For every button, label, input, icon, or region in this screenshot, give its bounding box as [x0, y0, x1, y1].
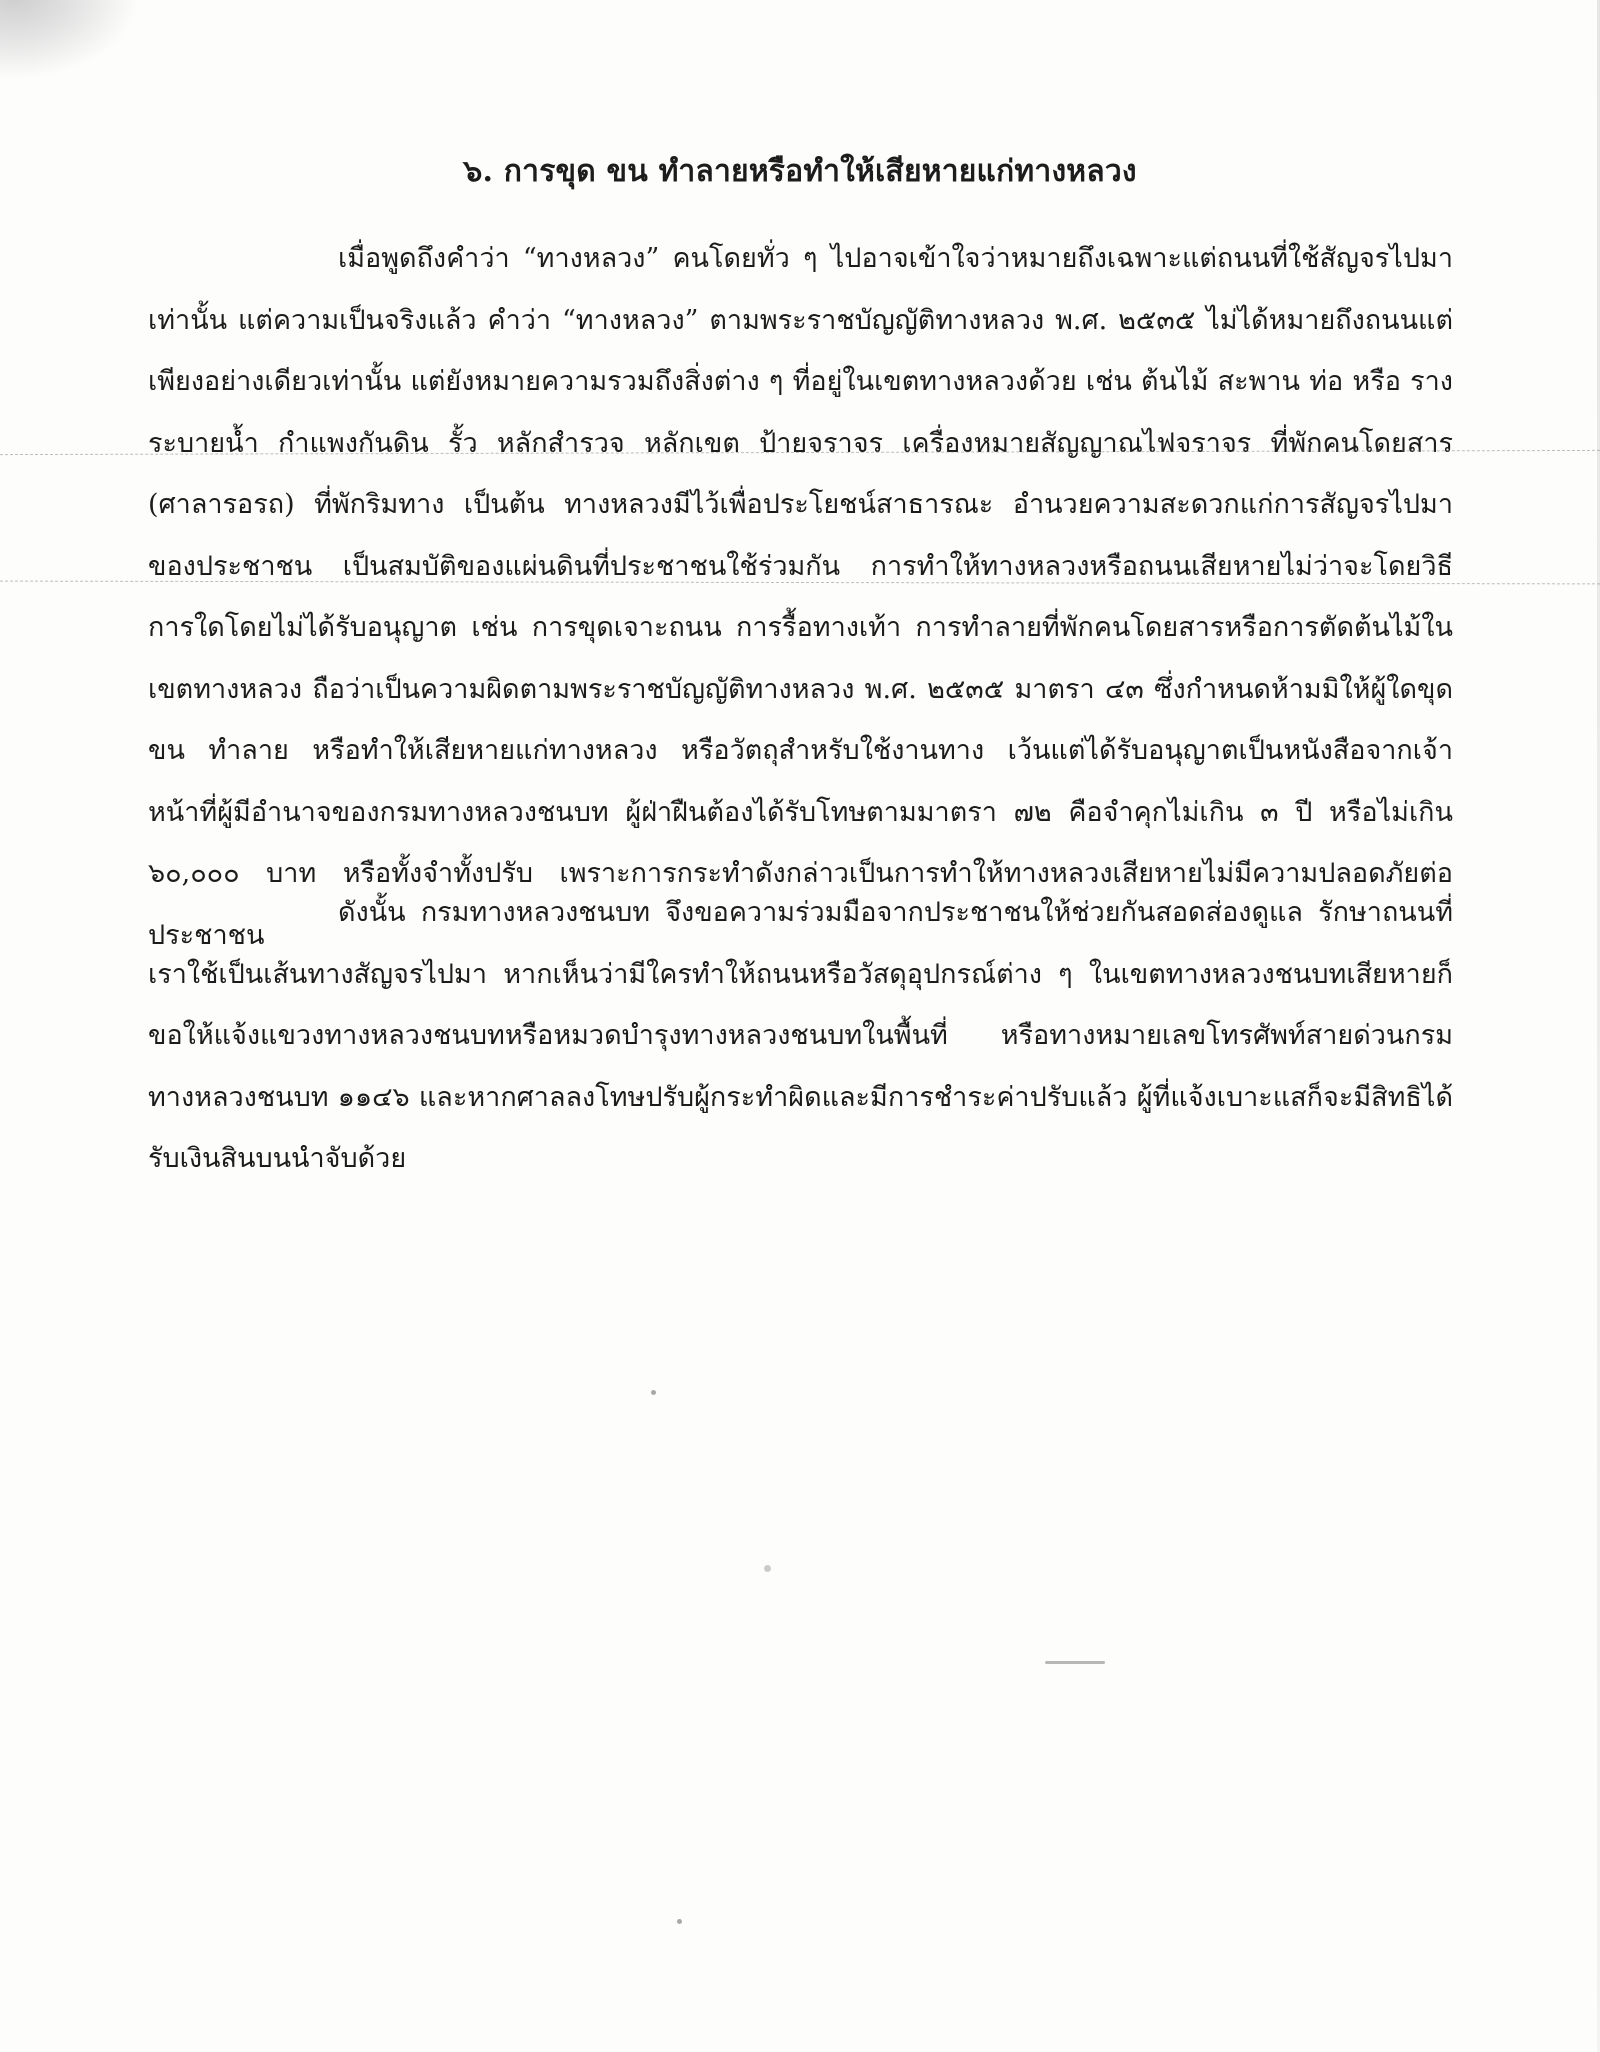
scan-speck: [677, 1919, 682, 1924]
scan-smudge: [0, 0, 140, 80]
paragraph-text: ดังนั้น กรมทางหลวงชนบท จึงขอความร่วมมือจากประชาชนให้ช่วยกันสอดส่องดูแล รักษาถนนที่เราใช้เป็นเส้นทางสัญจรไปมา หากเห็นว่ามีใครทำให้ถนนหรือวัสดุอุปกรณ์ต่าง ๆ ในเขตทางหลวงชนบทเสียหายก็ขอให้แจ้งแขวงทางหลวงชนบทหรือหมวดบำรุงทางหลวงชนบทในพื้นที่ หรือทางหมายเลขโทรศัพท์สายด่วนกรมทางหลวงชนบท ๑๑๔๖ และหากศาลลงโทษปรับผู้กระทำผิดและมีการชำระค่าปรับแล้ว ผู้ที่แจ้งเบาะแสก็จะมีสิทธิได้รับเงินสินบนนำจับด้วย: [148, 897, 1453, 1174]
scan-mark: [1045, 1661, 1105, 1664]
section-title: ๖. การขุด ขน ทำลายหรือทำให้เสียหายแก่ทางหลวง: [463, 154, 1137, 189]
paragraph-highway-definition: [148, 228, 1453, 966]
scan-speck: [764, 1565, 771, 1572]
paragraph-text: เมื่อพูดถึงคำว่า “ทางหลวง” คนโดยทั่ว ๆ ไปอาจเข้าใจว่าหมายถึงเฉพาะแต่ถนนที่ใช้สัญจรไปมาเท่านั้น แต่ความเป็นจริงแล้ว คำว่า “ทางหลวง” ตามพระราชบัญญัติทางหลวง พ.ศ. ๒๕๓๕ ไม่ได้หมายถึงถนนแต่เพียงอย่างเดียวเท่านั้น แต่ยังหมายความรวมถึงสิ่งต่าง ๆ ที่อยู่ในเขตทางหลวงด้วย เช่น ต้นไม้ สะพาน ท่อ หรือ รางระบายน้ำ กำแพงกันดิน รั้ว หลักสำรวจ หลักเขต ป้ายจราจร เครื่องหมายสัญญาณไฟจราจร ที่พักคนโดยสาร (ศาลารอรถ) ที่พักริมทาง เป็นต้น ทางหลวงมีไว้เพื่อประโยชน์สาธารณะ อำนวยความสะดวกแก่การสัญจรไปมาของประชาชน เป็นสมบัติของแผ่นดินที่ประชาชนใช้ร่วมกัน การทำให้ทางหลวงหรือถนนเสียหายไม่ว่าจะโดยวิธีการใดโดยไม่ได้รับอนุญาต เช่น การขุดเจาะถนน การรื้อทางเท้า การทำลายที่พักคนโดยสารหรือการตัดต้นไม้ในเขตทางหลวง ถือว่าเป็นความผิดตามพระราชบัญญัติทางหลวง พ.ศ. ๒๕๓๕ มาตรา ๔๓ ซึ่งกำหนดห้ามมิให้ผู้ใดขุด ขน ทำลาย หรือทำให้เสียหายแก่ทางหลวง หรือวัตถุสำหรับใช้งานทาง เว้นแต่ได้รับอนุญาตเป็นหนังสือจากเจ้าหน้าที่ผู้มีอำนาจของกรมทางหลวงชนบท ผู้ฝ่าฝืนต้องได้รับโทษตามมาตรา ๗๒ คือจำคุกไม่เกิน ๓ ปี หรือไม่เกิน ๖๐,๐๐๐ บาท หรือทั้งจำทั้งปรับ เพราะการกระทำดังกล่าวเป็นการทำให้ทางหลวงเสียหายไม่มีความปลอดภัยต่อประชาชน: [148, 243, 1453, 951]
paragraph-cooperation-request: [148, 882, 1453, 1190]
scan-speck: [651, 1390, 656, 1395]
